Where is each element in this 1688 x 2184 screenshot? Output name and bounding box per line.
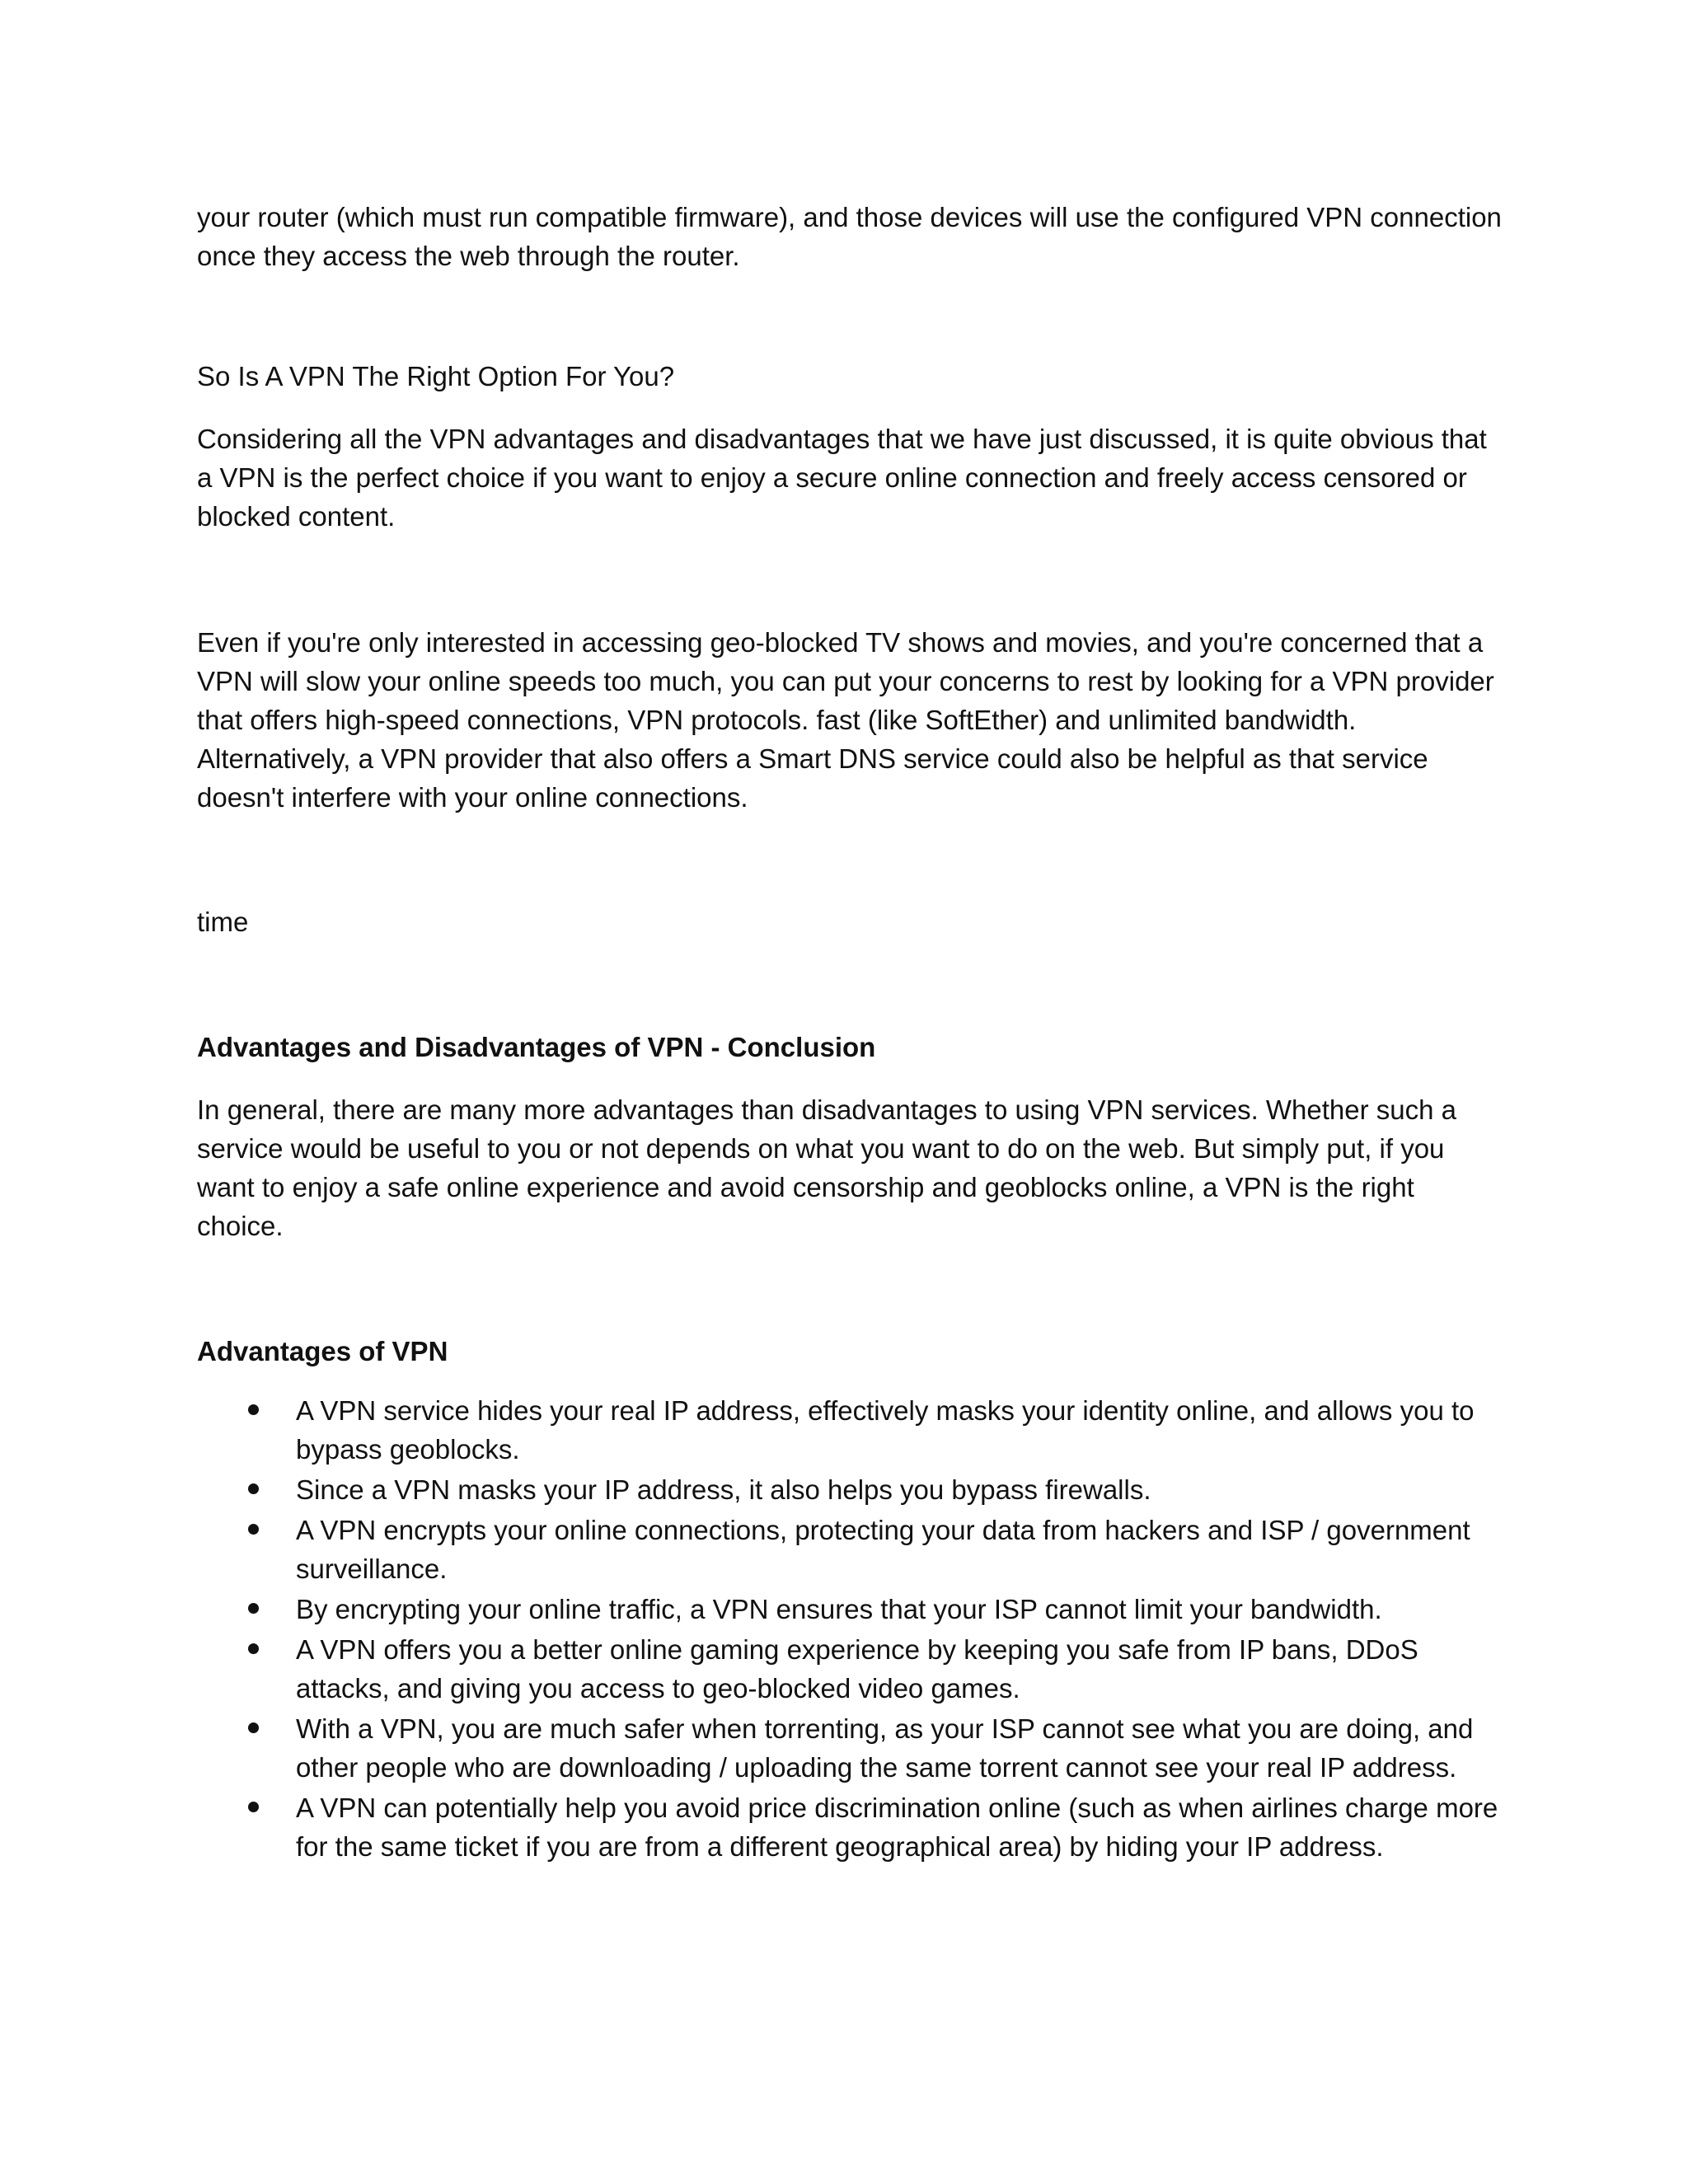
list-item xyxy=(197,1788,1507,1866)
bullet-icon xyxy=(248,1802,259,1812)
bullet-icon xyxy=(248,1483,259,1494)
list-item-text: A VPN can potentially help you avoid price discrimination online (such as when airlines charge more for the same ticket if you are from a different geographical area) by hiding your IP address. xyxy=(296,1793,1498,1862)
conclusion-heading: Advantages and Disadvantages of VPN - Conclusion xyxy=(197,1032,876,1062)
list-item-text: A VPN service hides your real IP address, effectively masks your identity online, and allows you to bypass geoblocks. xyxy=(296,1395,1475,1465)
list-item xyxy=(197,1630,1507,1708)
list-item-text: A VPN offers you a better online gaming experience by keeping you safe from IP bans, DDoS attacks, and giving you access to geo-blocked video games. xyxy=(296,1634,1418,1704)
list-item xyxy=(197,1590,1507,1629)
bullet-icon xyxy=(248,1404,259,1415)
list-item-text: By encrypting your online traffic, a VPN ensures that your ISP cannot limit your bandwidth. xyxy=(296,1594,1382,1624)
paragraph-time: time xyxy=(197,907,249,937)
list-item xyxy=(197,1470,1507,1509)
list-item-text: Since a VPN masks your IP address, it also helps you bypass firewalls. xyxy=(296,1474,1151,1505)
advantages-list xyxy=(197,1391,1507,1868)
question-heading: So Is A VPN The Right Option For You? xyxy=(197,361,675,391)
paragraph-even-if: Even if you're only interested in accessing geo-blocked TV shows and movies, and you're concerned that a VPN will slow your online speeds too much, you can put your concerns to rest by looking for a VPN provider that offers high-speed connections, VPN protocols. fast (like SoftEther) and unlimited bandwidth. Alternatively, a VPN provider that also offers a Smart DNS service could also be helpful as that service doesn't interfere with your online connections. xyxy=(197,627,1494,813)
paragraph-router-continuation: your router (which must run compatible firmware), and those devices will use the configured VPN connection once they access the web through the router. xyxy=(197,202,1502,271)
list-item xyxy=(197,1511,1507,1588)
paragraph-considering: Considering all the VPN advantages and disadvantages that we have just discussed, it is quite obvious that a VPN is the perfect choice if you want to enjoy a secure online connection and freely access censored or blocked content. xyxy=(197,424,1487,532)
list-item-text: A VPN encrypts your online connections, protecting your data from hackers and ISP / government surveillance. xyxy=(296,1515,1470,1584)
paragraph-conclusion: In general, there are many more advantages than disadvantages to using VPN services. Whether such a service would be useful to you or not depends on what you want to do on the web. But simply put, if you want to enjoy a safe online experience and avoid censorship and geoblocks online, a VPN is the right choice. xyxy=(197,1094,1457,1241)
list-item xyxy=(197,1391,1507,1469)
bullet-icon xyxy=(248,1603,259,1614)
list-item-text: With a VPN, you are much safer when torrenting, as your ISP cannot see what you are doing, and other people who are downloading / uploading the same torrent cannot see your real IP address. xyxy=(296,1713,1474,1783)
bullet-icon xyxy=(248,1643,259,1654)
bullet-icon xyxy=(248,1524,259,1535)
advantages-heading: Advantages of VPN xyxy=(197,1336,448,1366)
list-item xyxy=(197,1709,1507,1787)
bullet-icon xyxy=(248,1722,259,1733)
